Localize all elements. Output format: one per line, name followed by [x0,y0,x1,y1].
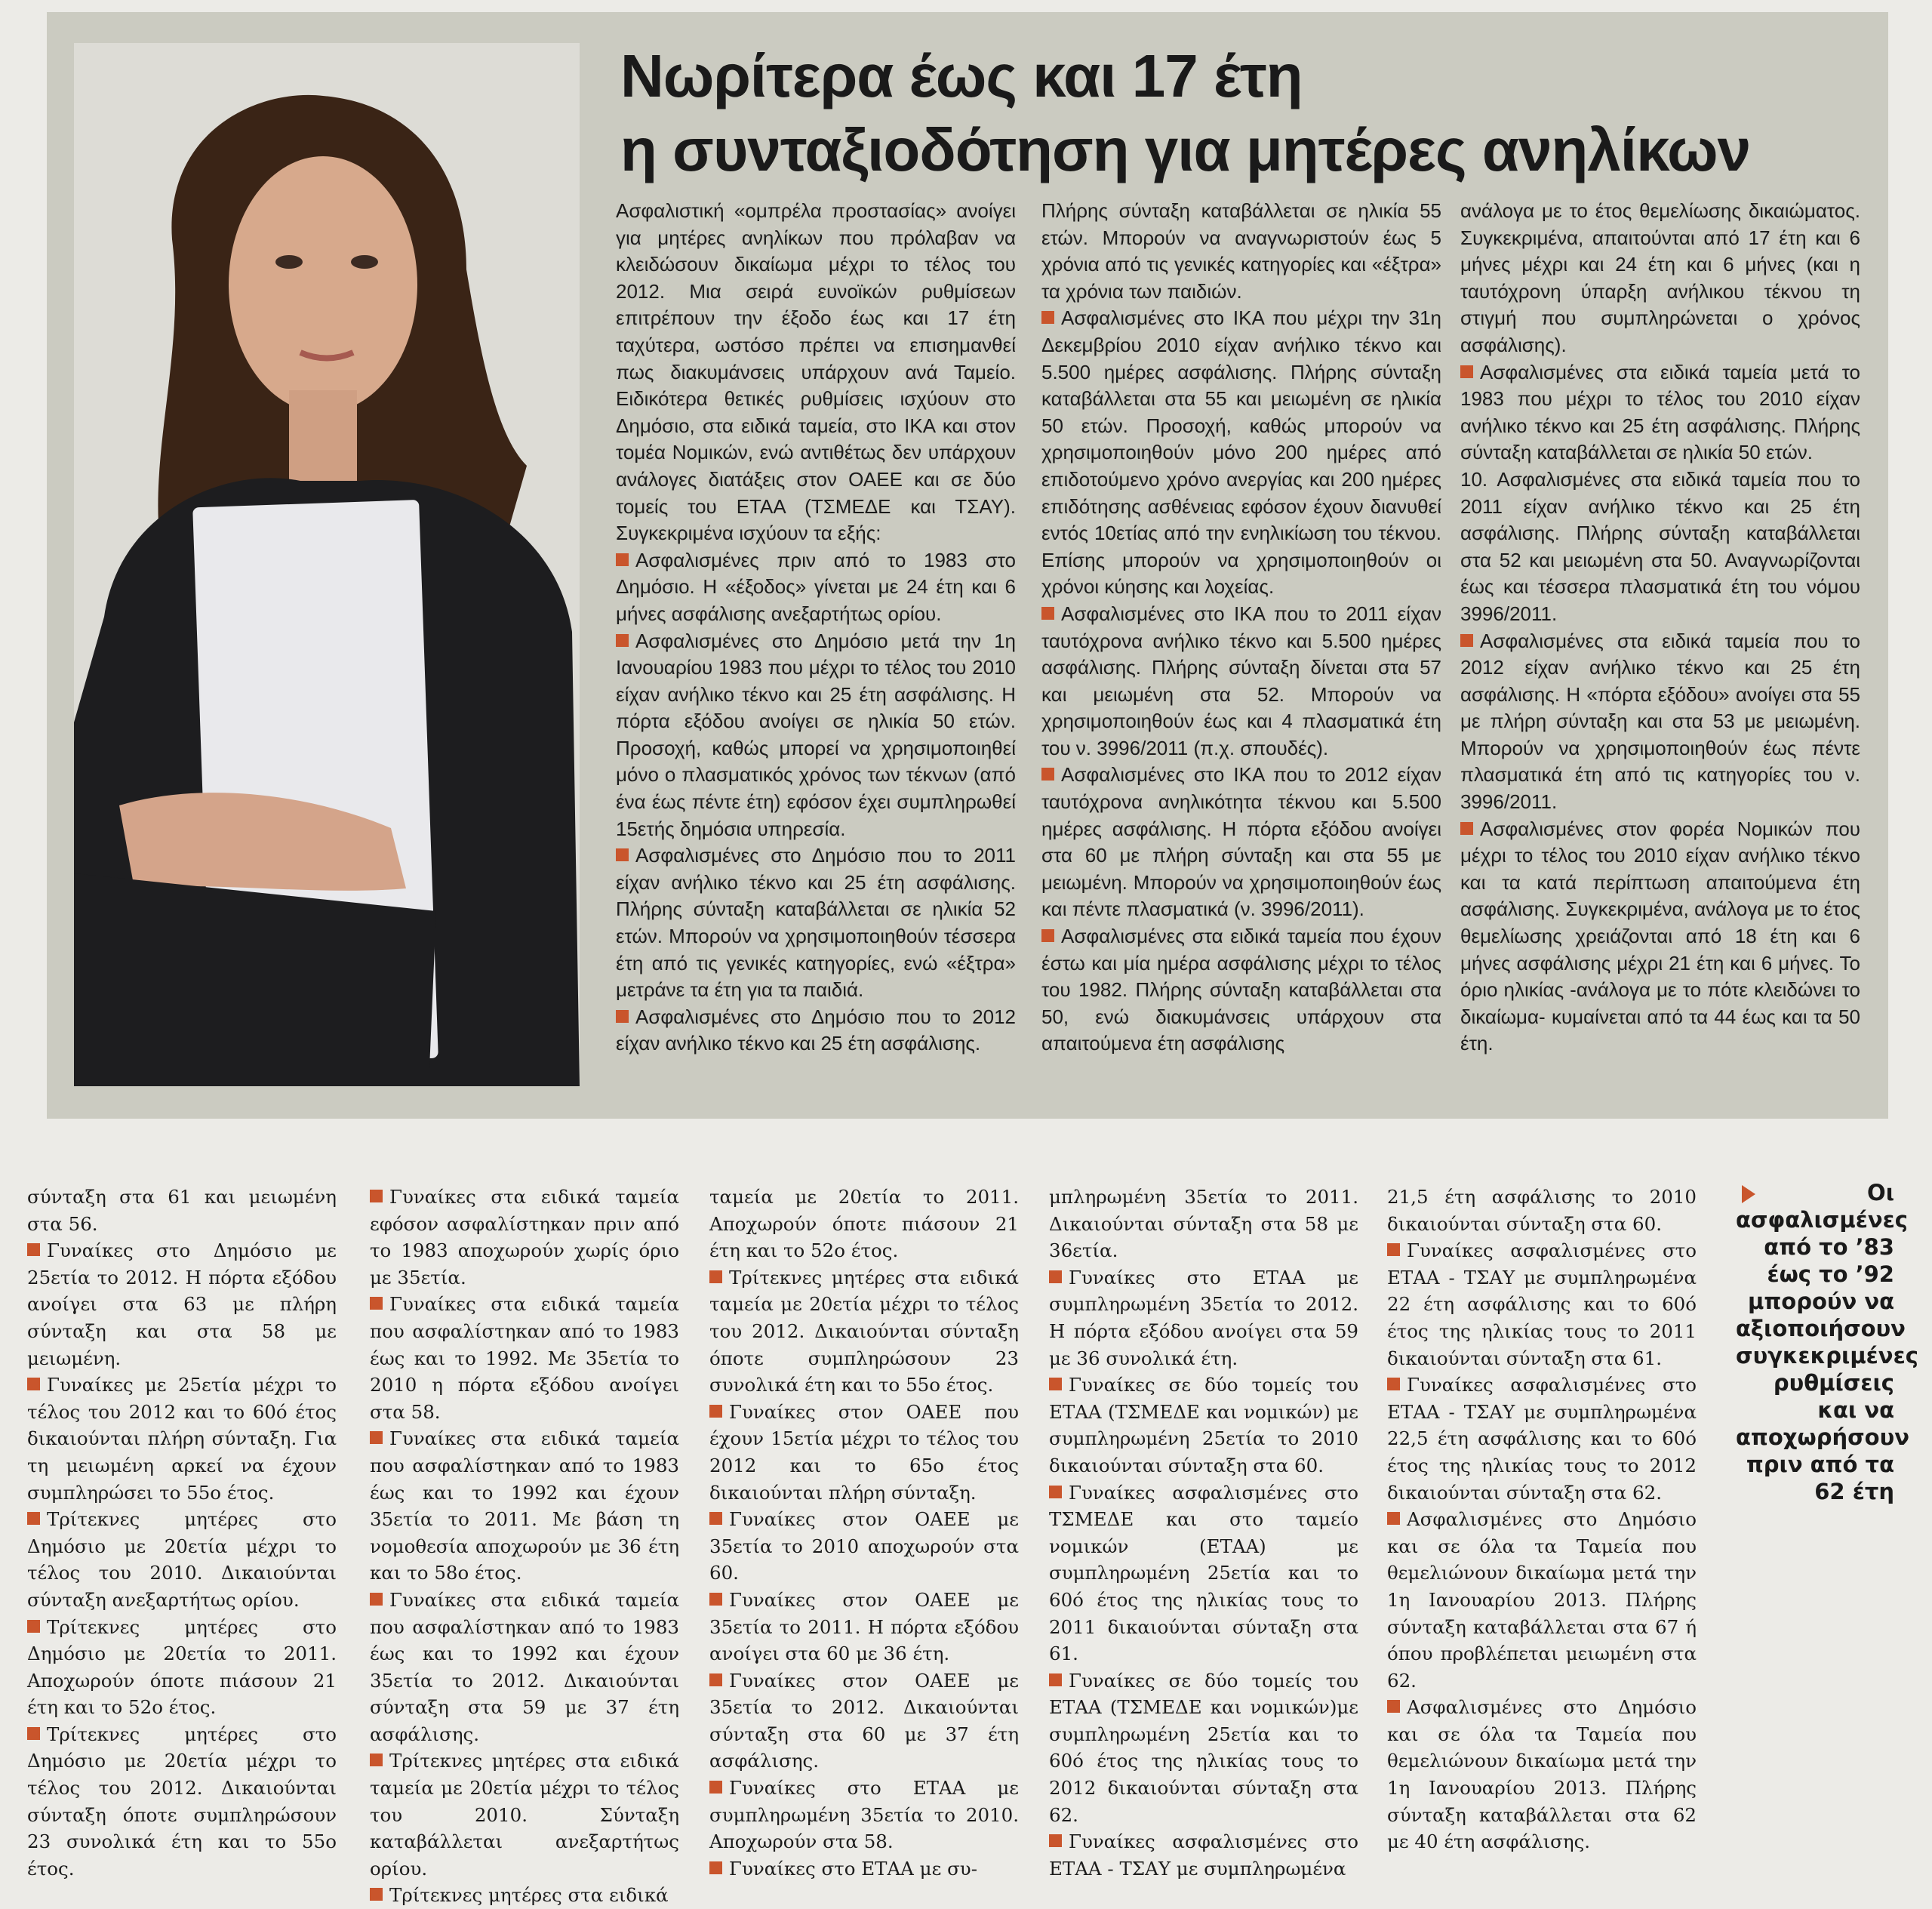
bullet-square-icon [1041,607,1054,620]
paragraph-text: 21,5 έτη ασφάλισης το 2010 δικαιούνται σύνταξη στα 60. [1387,1186,1697,1235]
paragraph-text: Γυναίκες στον ΟΑΕΕ που έχουν 15ετία μέχρι το τέλος του 2012 και το 65ο έτος δικαιούνται πλήρη σύνταξη. [709,1400,1019,1504]
paragraph [709,1855,1019,1883]
paragraph-text: Γυναίκες στα ειδικά ταμεία που ασφαλίστηκαν από το 1983 έως και το 1992 και έχουν 35ετία το 2011. Με βάση τη νομοθεσία αποχωρούν με 36 έτη και το 58ο έτος. [370,1427,679,1584]
paragraph-text: Γυναίκες σε δύο τομείς του ΕΤΑΑ (ΤΣΜΕΔΕ και νομικών)με συμπληρωμένη 25ετία και το 60ό έτος της ηλικίας τους το 2012 δικαιούνται σύνταξη στα 62. [1049,1669,1358,1826]
paragraph [1049,1184,1358,1264]
bullet-square-icon [370,1297,383,1310]
paragraph-text: Γυναίκες στο ΕΤΑΑ με συμπληρωμένη 35ετία το 2010. Αποχωρούν στα 58. [709,1777,1019,1853]
bullet-square-icon [709,1405,722,1418]
paragraph [1387,1694,1697,1855]
paragraph-text: Ασφαλισμένες στο ΙΚΑ που το 2012 είχαν ταυτόχρονα ανηλικότητα τέκνου και 5.500 ημέρες ασφάλισης. Η πόρτα εξόδου ανοίγει στα 60 με πλήρη σύνταξη και στα 55 με μειωμένη. Μπορούν να χρησιμοποιηθούν έως και πέντε πλασματικά (ν. 3996/2011). [1041,763,1441,921]
paragraph-text: Γυναίκες στον ΟΑΕΕ με 35ετία το 2011. Η πόρτα εξόδου ανοίγει στα 60 με 36 έτη. [709,1588,1019,1665]
paragraph [1049,1264,1358,1372]
paragraph-text: Γυναίκες στα ειδικά ταμεία που ασφαλίστηκαν από το 1983 έως και το 1992. Με 35ετία το 2010 η πόρτα εξόδου ανοίγει στα 58. [370,1293,679,1423]
bullet-square-icon [616,553,629,566]
paragraph-text: Γυναίκες σε δύο τομείς του ΕΤΑΑ (ΤΣΜΕΔΕ και νομικών) με συμπληρωμένη 25ετία το 2010 δικαιούνται σύνταξη στα 60. [1049,1374,1358,1476]
bullet-square-icon [27,1727,40,1740]
paragraph [1041,601,1441,762]
bullet-square-icon [370,1754,383,1766]
paragraph-text: Γυναίκες ασφαλισμένες στο ΕΤΑΑ - ΤΣΑΥ με συμπληρωμένα 22,5 έτη ασφάλισης και το 60ό έτος της ηλικίας τους το 2012 δικαιούνται σύνταξη στα 62. [1387,1374,1697,1504]
paragraph [1387,1372,1697,1506]
paragraph [1387,1506,1697,1694]
bullet-square-icon [1041,929,1054,942]
paragraph [1387,1184,1697,1237]
paragraph [709,1264,1019,1399]
paragraph [616,547,1016,628]
bullet-square-icon [1049,1378,1062,1390]
paragraph-text: Ασφαλισμένες στον φορέα Νομικών που μέχρι το τέλος του 2010 είχαν ανήλικο τέκνο και τα κατά περίπτωση απαιτούμενα έτη ασφάλισης. Συγκεκριμένα, ανάλογα με το έτος θεμελίωσης χρειάζονται από 18 έτη και 6 μήνες ασφάλισης μέχρι 21 έτη και 6 μήνες. Το όριο ηλικίας -ανάλογα με το πότε κλειδώνει το δικαίωμα- κυμαίνεται από τα 44 έως και τα 50 έτη. [1460,817,1860,1055]
paragraph-text: Γυναίκες ασφαλισμένες στο ΕΤΑΑ - ΤΣΑΥ με συμπληρωμένα [1049,1830,1358,1880]
paragraph [27,1614,337,1721]
paragraph-text: Ασφαλισμένες στο Δημόσιο που το 2012 είχαν ανήλικο τέκνο και 25 έτη ασφάλισης. [616,1005,1016,1055]
paragraph-text: μπληρωμένη 35ετία το 2011. Δικαιούνται σύνταξη στα 58 με 36ετία. [1049,1186,1358,1262]
paragraph-text: Γυναίκες στο ΕΤΑΑ με συ- [729,1857,977,1880]
bullet-square-icon [709,1512,722,1525]
title-line-2: η συνταξιοδότηση για μητέρες ανηλίκων [620,116,1751,183]
bullet-square-icon [27,1620,40,1633]
paragraph-text: Γυναίκες με 25ετία μέχρι το τέλος του 2012 και το 60ό έτος δικαιούνται πλήρη σύνταξη. Για τη μειωμένη αρκεί να έχουν συμπληρώσει το 55ο έτος. [27,1374,337,1504]
paragraph [370,1882,679,1909]
paragraph-text: Ασφαλισμένες στο ΙΚΑ που το 2011 είχαν ταυτόχρονα ανήλικο τέκνο και 5.500 ημέρες ασφάλισης. Πλήρης σύνταξη δίνεται στα 57 και μειωμένη στα 52. Μπορούν να χρησιμοποιηθούν έως και 4 πλασματικά έτη του ν. 3996/2011 (π.χ. σπουδές). [1041,602,1441,759]
paragraph-text: Γυναίκες στον ΟΑΕΕ με 35ετία το 2012. Δικαιούνται σύνταξη στα 60 με 37 έτη ασφάλισης. [709,1669,1019,1772]
bullet-square-icon [709,1673,722,1686]
bullet-square-icon [709,1593,722,1606]
paragraph [27,1184,337,1237]
paragraph [370,1184,679,1291]
bullet-square-icon [370,1888,383,1901]
paragraph [616,628,1016,843]
paragraph-text: ταμεία με 20ετία το 2011. Αποχωρούν όποτε πιάσουν 21 έτη και το 52ο έτος. [709,1186,1019,1262]
bullet-square-icon [616,1010,629,1023]
paragraph [1049,1479,1358,1667]
bottom-column-1 [27,1184,337,1882]
portrait-illustration [74,43,580,1086]
bullet-square-icon [370,1431,383,1444]
paragraph [27,1237,337,1372]
paragraph-text: Τρίτεκνες μητέρες στο Δημόσιο με 20ετία μέχρι το τέλος του 2010. Δικαιούνται σύνταξη ανεξαρτήτως ορίου. [27,1508,337,1611]
paragraph [1460,466,1860,628]
paragraph [370,1425,679,1587]
paragraph-text: Ασφαλισμένες στα ειδικά ταμεία μετά το 1983 που μέχρι το τέλος του 2010 είχαν ανήλικο τέκνο και 25 έτη ασφάλισης. Πλήρης σύνταξη καταβάλλεται σε ηλικία 50 ετών. [1460,360,1860,464]
paragraph [1049,1372,1358,1479]
bullet-square-icon [370,1190,383,1202]
bullet-square-icon [1460,822,1473,835]
bullet-square-icon [1387,1243,1400,1256]
paragraph [616,1004,1016,1058]
bullet-square-icon [1049,1834,1062,1847]
paragraph [709,1667,1019,1775]
paragraph-text: Τρίτεκνες μητέρες στο Δημόσιο με 20ετία μέχρι το τέλος του 2012. Δικαιούνται σύνταξη όποτε συμπληρώσουν 23 συνολικά έτη και το 55ο έτος. [27,1723,337,1880]
paragraph-text: Τρίτεκνες μητέρες στα ειδικά ταμεία με 20ετία μέχρι το τέλος του 2012. Δικαιούνται σύνταξη όποτε συμπληρώσουν 23 συνολικά έτη και το 55ο έτος. [709,1266,1019,1396]
article-title [620,39,1896,187]
bullet-square-icon [1460,365,1473,378]
paragraph-text: Τρίτεκνες μητέρες στα ειδικά ταμεία με 20ετία μέχρι το τέλος του 2010. Σύνταξη καταβάλλεται ανεξαρτήτως ορίου. [370,1750,679,1880]
photo-woman-with-folder [74,43,580,1086]
paragraph-text: ανάλογα με το έτος θεμελίωσης δικαιώματος. Συγκεκριμένα, απαιτούνται από 17 έτη και 6 μήνες μέχρι και 24 έτη και 6 μήνες (και η ταυτόχρονη ύπαρξη ανήλικου τέκνου τη στιγμή που συμπληρώνεται ο χρόνος ασφάλισης). [1460,199,1860,356]
paragraph [1049,1667,1358,1829]
paragraph-text: Ασφαλισμένες στο Δημόσιο που το 2011 είχαν ανήλικο τέκνο και 25 έτη ασφάλισης. Πλήρης σύνταξη καταβάλλεται σε ηλικία 52 ετών. Μπορούν να χρησιμοποιηθούν τέσσερα έτη από τις γενικές κατηγορίες, ενώ «έξτρα» μετράνε τα έτη για τα παιδιά. [616,844,1016,1002]
paragraph [709,1775,1019,1855]
paragraph [27,1721,337,1883]
paragraph [616,198,1016,547]
paragraph [709,1506,1019,1587]
paragraph [370,1587,679,1748]
bottom-column-2 [370,1184,679,1909]
paragraph-text: Τρίτεκνες μητέρες στα ειδικά [389,1884,669,1907]
paragraph-text: Ασφαλισμένες στο Δημόσιο και σε όλα τα Ταμεία που θεμελιώνουν δικαίωμα μετά την 1η Ιανουαρίου 2013. Πλήρης σύνταξη καταβάλλεται στα 62 με 40 έτη ασφάλισης. [1387,1696,1697,1853]
paragraph [1387,1237,1697,1372]
paragraph-text: Ασφαλιστική «ομπρέλα προστασίας» ανοίγει για μητέρες ανηλίκων που πρόλαβαν να κλειδώσουν δικαίωμα μέχρι το τέλος του 2012. Μια σειρά ευνοϊκών ρυθμίσεων επιτρέπουν την έξοδο έως και 17 έτη ταχύτερα, ωστόσο πρέπει να επισημανθεί πως διακυμάνσεις υπάρχουν ανά Ταμείο. Ειδικότερα θετικές ρυθμίσεις ισχύουν στο Δημόσιο, στα ειδικά ταμεία, στο ΙΚΑ και στον τομέα Νομικών, ενώ αντιθέτως δεν υπάρχουν ανάλογες διατάξεις στον ΟΑΕΕ και σε δύο τομείς του ΕΤΑΑ (ΤΣΜΕΔΕ και ΤΣΑΥ). Συγκεκριμένα ισχύουν τα εξής: [616,199,1016,545]
paragraph [1460,198,1860,359]
bullet-square-icon [1049,1270,1062,1283]
bullet-square-icon [1041,311,1054,324]
paragraph [709,1399,1019,1506]
bullet-square-icon [1049,1486,1062,1498]
top-column-2 [1041,198,1441,1058]
paragraph-text: Γυναίκες στο ΕΤΑΑ με συμπληρωμένη 35ετία το 2012. Η πόρτα εξόδου ανοίγει στα 59 με 36 συνολικά έτη. [1049,1266,1358,1369]
paragraph-text: Ασφαλισμένες πριν από το 1983 στο Δημόσιο. Η «έξοδος» γίνεται με 24 έτη και 6 μήνες ασφάλισης ανεξαρτήτως ορίου. [616,548,1016,625]
paragraph [616,842,1016,1004]
paragraph-text: Ασφαλισμένες στο Δημόσιο μετά την 1η Ιανουαρίου 1983 που μέχρι το τέλος του 2010 είχαν ανήλικο τέκνο και 25 έτη ασφάλισης. Η πόρτα εξόδου ανοίγει σε ηλικία 50 ετών. Προσοχή, καθώς μπορεί να χρησιμοποιηθεί μόνο ο πλασματικός χρόνος των τέκνων (από ένα έως πέντε έτη) εφόσον έχει συμπληρωθεί 15ετής δημόσια υπηρεσία. [616,629,1016,840]
bottom-column-5 [1387,1184,1697,1855]
paragraph [27,1506,337,1613]
bullet-square-icon [27,1243,40,1256]
paragraph-text: Πλήρης σύνταξη καταβάλλεται σε ηλικία 55 ετών. Μπορούν να αναγνωριστούν έως 5 χρόνια από τις γενικές κατηγορίες και «έξτρα» τα χρόνια των παιδιών. [1041,199,1441,303]
paragraph [1460,816,1860,1058]
paragraph [709,1587,1019,1667]
bullet-square-icon [1041,768,1054,781]
paragraph [1049,1828,1358,1882]
paragraph [370,1291,679,1425]
bullet-square-icon [709,1781,722,1794]
bullet-square-icon [709,1270,722,1283]
paragraph-text: Γυναίκες ασφαλισμένες στο ΕΤΑΑ - ΤΣΑΥ με συμπληρωμένα 22 έτη ασφάλισης και το 60ό έτος της ηλικίας τους το 2011 δικαιούνται σύνταξη στα 61. [1387,1239,1697,1369]
bottom-column-4 [1049,1184,1358,1882]
bottom-column-3 [709,1184,1019,1882]
pull-quote: Οι ασφαλισμένες από το ’83 έως το ’92 μπορούν να αξιοποιήσουν συγκεκριμένες ρυθμίσεις και να αποχωρήσουν πριν από τα 62 έτη [1736,1180,1918,1504]
paragraph-text: Γυναίκες στον ΟΑΕΕ με 35ετία το 2010 αποχωρούν στα 60. [709,1508,1019,1584]
bullet-square-icon [709,1861,722,1874]
top-column-1 [616,198,1016,1058]
bullet-square-icon [616,634,629,647]
paragraph-text: Γυναίκες στα ειδικά ταμεία που ασφαλίστηκαν από το 1983 έως και το 1992 και έχουν 35ετία το 2012. Δικαιούνται σύνταξη στα 59 με 37 έτη ασφάλισης. [370,1588,679,1745]
paragraph-text: Ασφαλισμένες στο Δημόσιο και σε όλα τα Ταμεία που θεμελιώνουν δικαίωμα μετά την 1η Ιανουαρίου 2013. Πλήρης σύνταξη καταβάλλεται στα 67 ή όπου προβλέπεται μειωμένη στα 62. [1387,1508,1697,1692]
bullet-square-icon [1460,634,1473,647]
paragraph-text: σύνταξη στα 61 και μειωμένη στα 56. [27,1186,337,1235]
bullet-square-icon [1387,1512,1400,1525]
bullet-square-icon [27,1378,40,1390]
paragraph [370,1747,679,1882]
bullet-square-icon [1049,1673,1062,1686]
paragraph [1460,359,1860,466]
bullet-square-icon [616,848,629,861]
paragraph [1041,198,1441,305]
paragraph [1460,628,1860,816]
bullet-square-icon [370,1593,383,1606]
paragraph [1041,923,1441,1058]
paragraph-text: Ασφαλισμένες στα ειδικά ταμεία που έχουν έστω και μία ημέρα ασφάλισης μέχρι το τέλος του 1982. Πλήρης σύνταξη καταβάλλεται στα 50, ενώ διακυμάνσεις υπάρχουν στα απαιτούμενα έτη ασφάλισης [1041,925,1441,1055]
bullet-square-icon [1387,1378,1400,1390]
paragraph-text: 10. Ασφαλισμένες στα ειδικά ταμεία που το 2011 είχαν ανήλικο τέκνο και 25 έτη ασφάλισης. Πλήρης σύνταξη καταβάλλεται στα 52 και μειωμένη στα 50. Αναγνωρίζονται έως και τέσσερα πλασματικά έτη του νόμου 3996/2011. [1460,467,1860,625]
paragraph-text: Τρίτεκνες μητέρες στο Δημόσιο με 20ετία το 2011. Αποχωρούν όποτε πιάσουν 21 έτη και το 52ο έτος. [27,1615,337,1719]
paragraph [1041,762,1441,923]
title-line-1: Νωρίτερα έως και 17 έτη [620,42,1303,109]
paragraph-text: Ασφαλισμένες στα ειδικά ταμεία που το 2012 είχαν ανήλικο τέκνο και 25 έτη ασφάλισης. Η «πόρτα εξόδου» ανοίγει στα 55 με πλήρη σύνταξη και στα 53 με μειωμένη. Μπορούν να χρησιμοποιηθούν έως πέντε πλασματικά έτη από τις κατηγορίες του ν. 3996/2011. [1460,629,1860,814]
bullet-square-icon [1387,1700,1400,1713]
top-column-3 [1460,198,1860,1058]
paragraph-text: Ασφαλισμένες στο ΙΚΑ που μέχρι την 31η Δεκεμβρίου 2010 είχαν ανήλικο τέκνο και 5.500 ημέρες ασφάλισης. Πλήρης σύνταξη καταβάλλεται στα 55 και μειωμένη σε ηλικία 50 ετών. Προσοχή, καθώς μπορούν να χρησιμοποιηθούν μόνο 200 ημέρες από επιδοτούμενο χρόνο ανεργίας και 200 ημέρες επιδότησης ασθένειας εφόσον έχουν διανυθεί εντός 10ετίας από την ενηλικίωση του τέκνου. Επίσης μπορούν να χρησιμοποιηθούν οι χρόνοι κύησης και λοχείας. [1041,306,1441,599]
paragraph-text: Γυναίκες στα ειδικά ταμεία εφόσον ασφαλίστηκαν πριν από το 1983 αποχωρούν χωρίς όριο με 35ετία. [370,1186,679,1289]
paragraph [27,1372,337,1506]
paragraph [709,1184,1019,1264]
paragraph [1041,305,1441,601]
paragraph-text: Γυναίκες ασφαλισμένες στο ΤΣΜΕΔΕ και στο ταμείο νομικών (ΕΤΑΑ) με συμπληρωμένη 25ετία και το 60ό έτος της ηλικίας τους το 2011 δικαιούνται σύνταξη στα 61. [1049,1481,1358,1665]
paragraph-text: Γυναίκες στο Δημόσιο με 25ετία το 2012. Η πόρτα εξόδου ανοίγει στα 63 με πλήρη σύνταξη και στα 58 με μειωμένη. [27,1239,337,1369]
bullet-square-icon [27,1512,40,1525]
